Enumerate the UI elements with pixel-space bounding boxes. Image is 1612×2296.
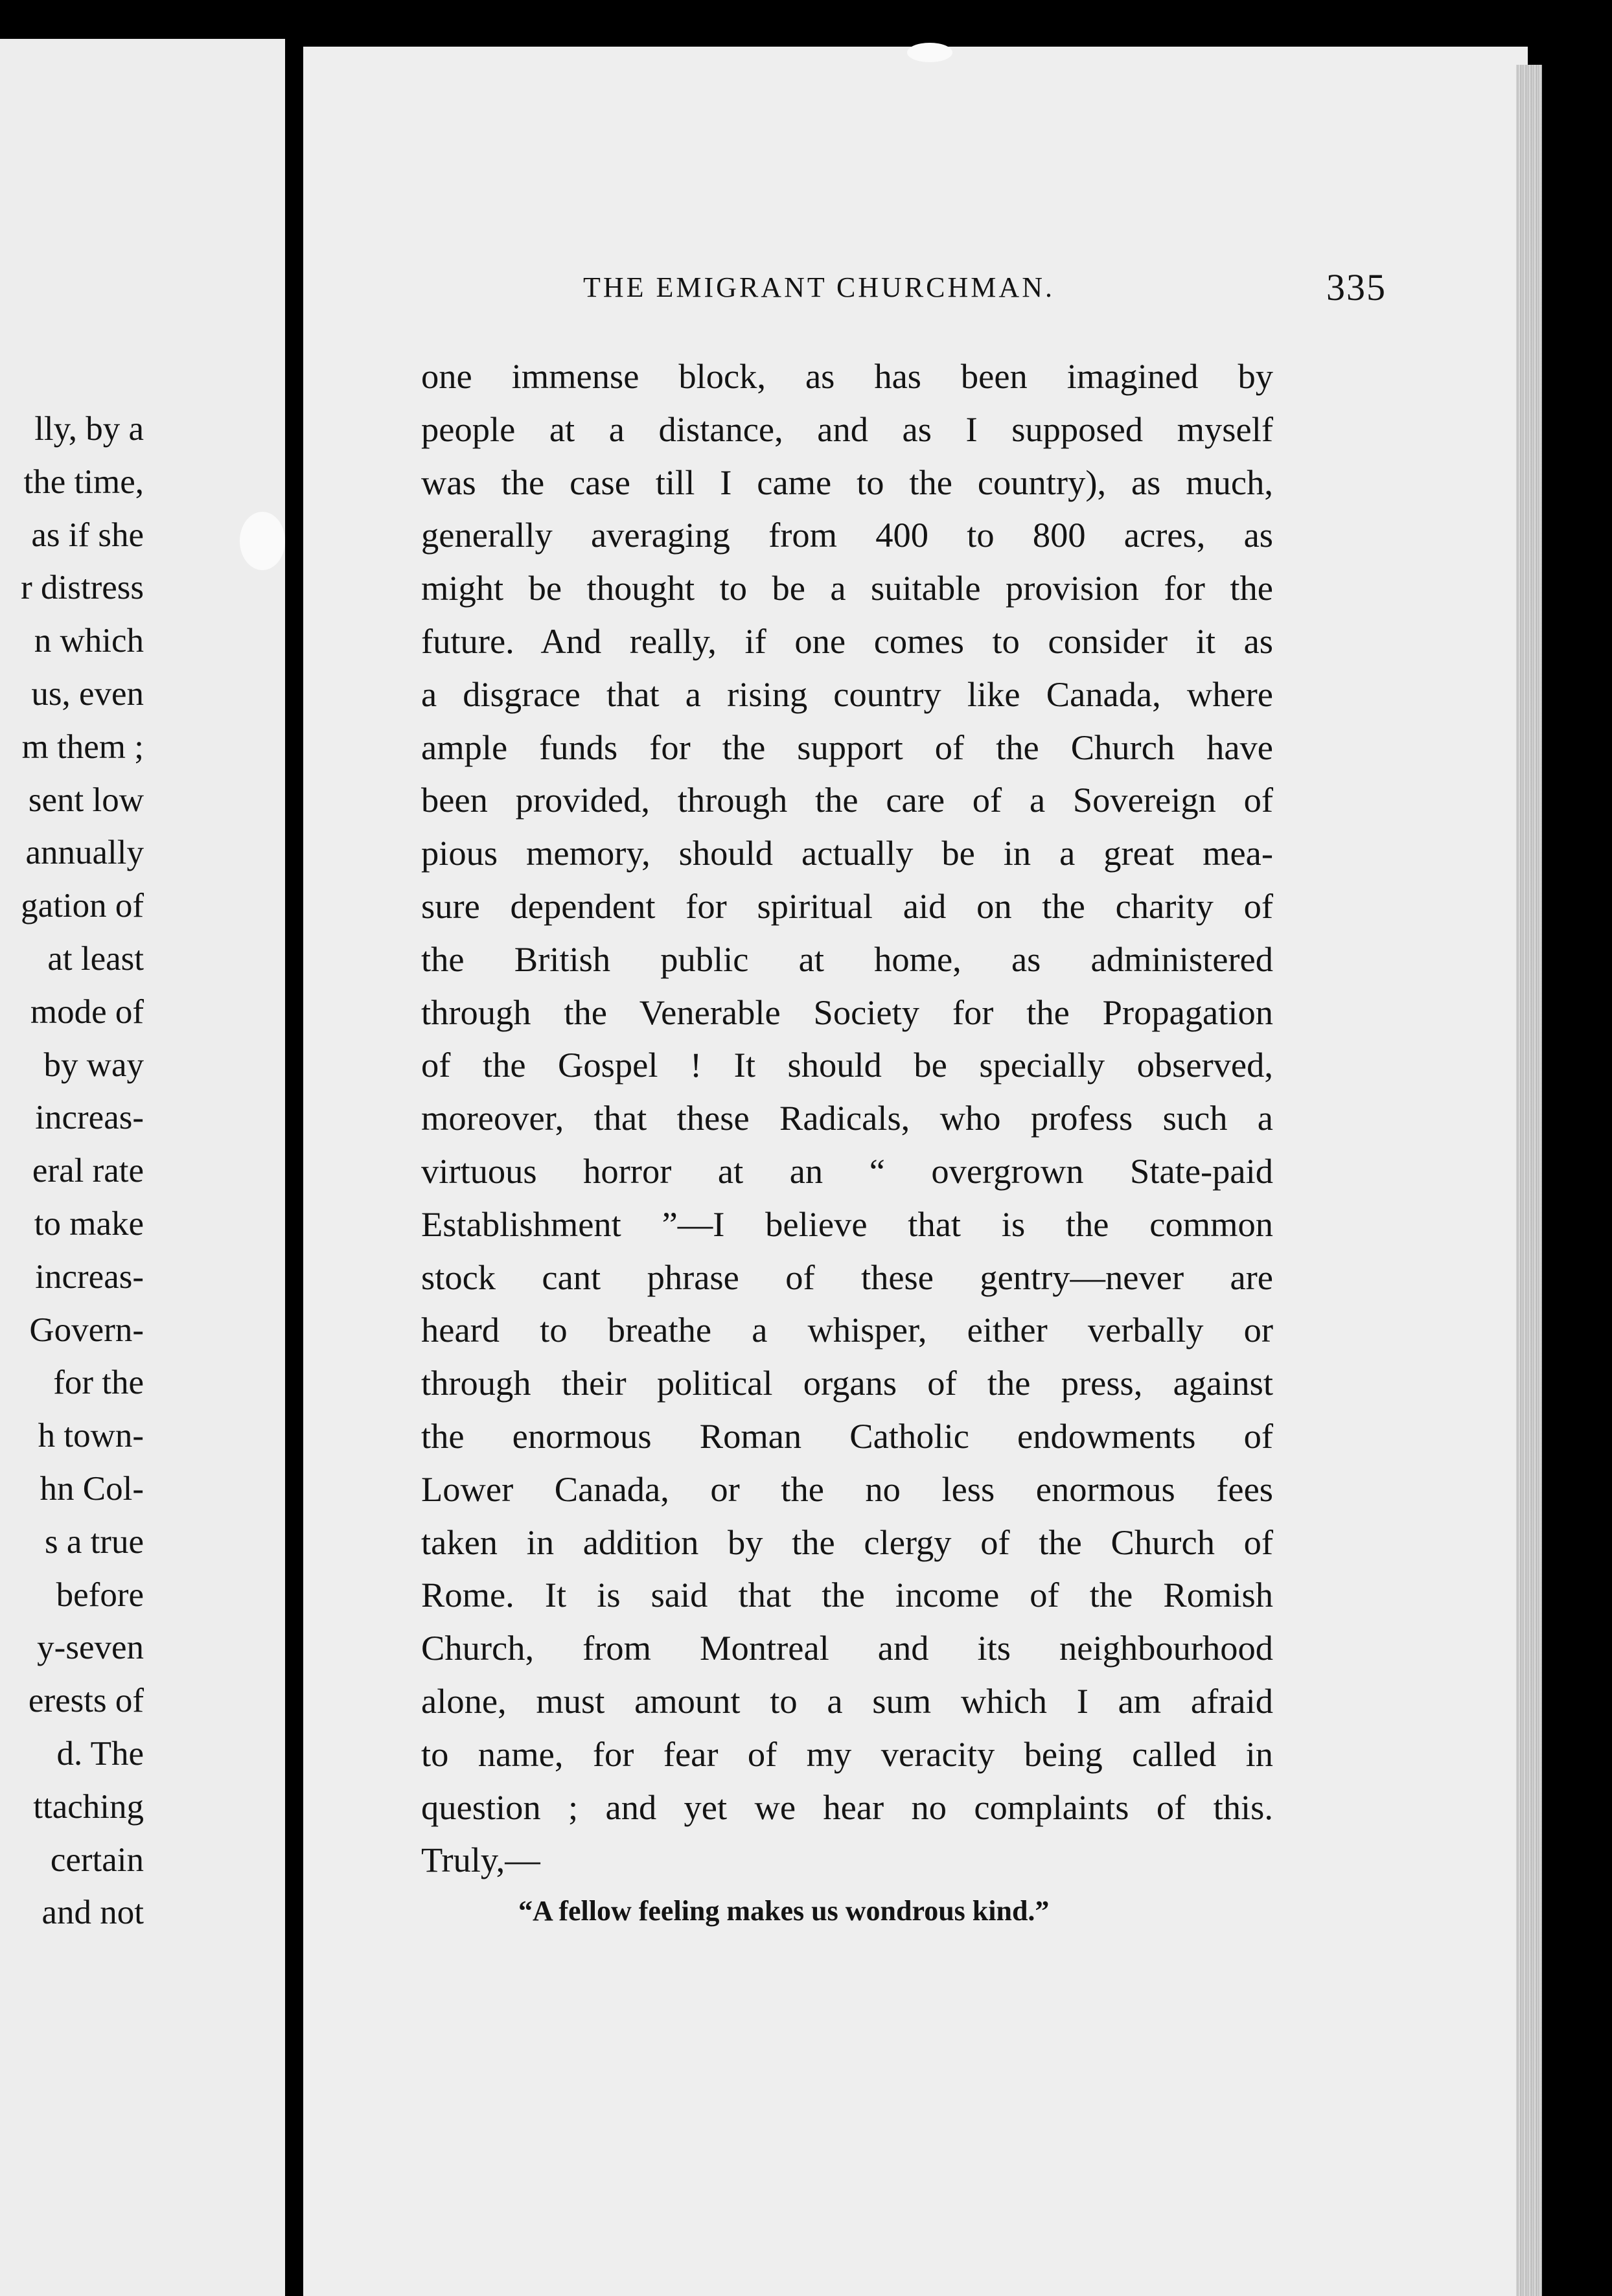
text-line: a disgrace that a rising country like Canada, where bbox=[421, 674, 1273, 714]
text-line: was the case till I came to the country), as much, bbox=[421, 462, 1273, 502]
text-line: virtuous horror at an “ overgrown State-paid bbox=[421, 1151, 1273, 1191]
text-line: Rome. It is said that the income of the Romish bbox=[421, 1575, 1273, 1615]
left-page-line: ttaching bbox=[33, 1787, 144, 1826]
left-page-line: lly, by a bbox=[34, 410, 144, 448]
text-line: Church, from Montreal and its neighbourhood bbox=[421, 1628, 1273, 1668]
left-page-line: d. The bbox=[56, 1734, 144, 1773]
text-line: people at a distance, and as I supposed myself bbox=[421, 409, 1273, 449]
left-page-text bbox=[0, 403, 144, 1940]
left-page-line: gation of bbox=[21, 887, 144, 925]
left-page-line: to make bbox=[34, 1204, 144, 1243]
paper-speck bbox=[240, 512, 285, 570]
text-line: been provided, through the care of a Sovereign of bbox=[421, 780, 1273, 820]
page-number: 335 bbox=[1326, 266, 1387, 308]
left-page-line: s a true bbox=[44, 1522, 144, 1561]
text-line: taken in addition by the clergy of the Church of bbox=[421, 1522, 1273, 1562]
left-page-line: mode of bbox=[30, 993, 144, 1031]
text-line: one immense block, as has been imagined by bbox=[421, 356, 1273, 396]
text-line: question ; and yet we hear no complaints of this. bbox=[421, 1787, 1273, 1827]
running-head bbox=[583, 266, 1387, 316]
text-line: Truly,— bbox=[421, 1840, 540, 1880]
text-line: to name, for fear of my veracity being called in bbox=[421, 1734, 1273, 1774]
page-edge-stack bbox=[1516, 65, 1542, 2296]
left-page-line: increas- bbox=[35, 1099, 144, 1137]
left-page-line: as if she bbox=[31, 516, 144, 554]
left-page-line: h town- bbox=[38, 1417, 144, 1455]
text-line: through their political organs of the press, against bbox=[421, 1363, 1273, 1403]
text-line: pious memory, should actually be in a great mea- bbox=[421, 833, 1273, 873]
text-line: sure dependent for spiritual aid on the charity of bbox=[421, 886, 1273, 926]
text-line: moreover, that these Radicals, who profess such a bbox=[421, 1098, 1273, 1138]
text-line: alone, must amount to a sum which I am afraid bbox=[421, 1681, 1273, 1721]
text-line: stock cant phrase of these gentry—never are bbox=[421, 1257, 1273, 1297]
left-page-line: certain bbox=[50, 1841, 144, 1879]
text-line: heard to breathe a whisper, either verbally or bbox=[421, 1310, 1273, 1350]
left-page-line: at least bbox=[47, 939, 144, 978]
left-page-line: the time, bbox=[23, 463, 144, 501]
text-line: the enormous Roman Catholic endowments of bbox=[421, 1416, 1273, 1456]
running-title: THE EMIGRANT CHURCHMAN. bbox=[583, 271, 1055, 303]
left-page-line: increas- bbox=[35, 1257, 144, 1296]
text-line: of the Gospel ! It should be specially observed, bbox=[421, 1045, 1273, 1085]
text-line: Lower Canada, or the no less enormous fees bbox=[421, 1469, 1273, 1509]
left-page-line: annually bbox=[25, 834, 144, 872]
left-facing-page bbox=[0, 39, 285, 2296]
paper-speck bbox=[907, 43, 952, 62]
body-text bbox=[421, 350, 1273, 1887]
left-page-line: eral rate bbox=[32, 1152, 144, 1190]
text-line: might be thought to be a suitable provision for the bbox=[421, 568, 1273, 608]
left-page-line: y-seven bbox=[37, 1629, 144, 1667]
left-page-line: by way bbox=[43, 1046, 144, 1084]
text-line: future. And really, if one comes to consider it as bbox=[421, 621, 1273, 661]
left-page-line: erests of bbox=[28, 1682, 144, 1720]
left-page-line: sent low bbox=[28, 781, 144, 819]
text-line: generally averaging from 400 to 800 acres, as bbox=[421, 515, 1273, 555]
left-page-line: us, even bbox=[31, 674, 144, 713]
left-page-line: n which bbox=[34, 622, 144, 660]
left-page-line: Govern- bbox=[29, 1311, 144, 1349]
quotation-line: “A fellow feeling makes us wondrous kind.” bbox=[518, 1895, 1050, 1927]
text-line: ample funds for the support of the Church have bbox=[421, 727, 1273, 767]
left-page-line: r distress bbox=[21, 569, 144, 607]
text-line: through the Venerable Society for the Propagation bbox=[421, 992, 1273, 1032]
left-page-line: hn Col- bbox=[40, 1469, 144, 1508]
text-line: the British public at home, as administered bbox=[421, 939, 1273, 979]
left-page-line: for the bbox=[53, 1364, 144, 1402]
text-line: Establishment ”—I believe that is the common bbox=[421, 1204, 1273, 1244]
left-page-line: m them ; bbox=[21, 728, 144, 766]
left-page-line: before bbox=[56, 1576, 144, 1614]
left-page-line: and not bbox=[41, 1894, 144, 1932]
